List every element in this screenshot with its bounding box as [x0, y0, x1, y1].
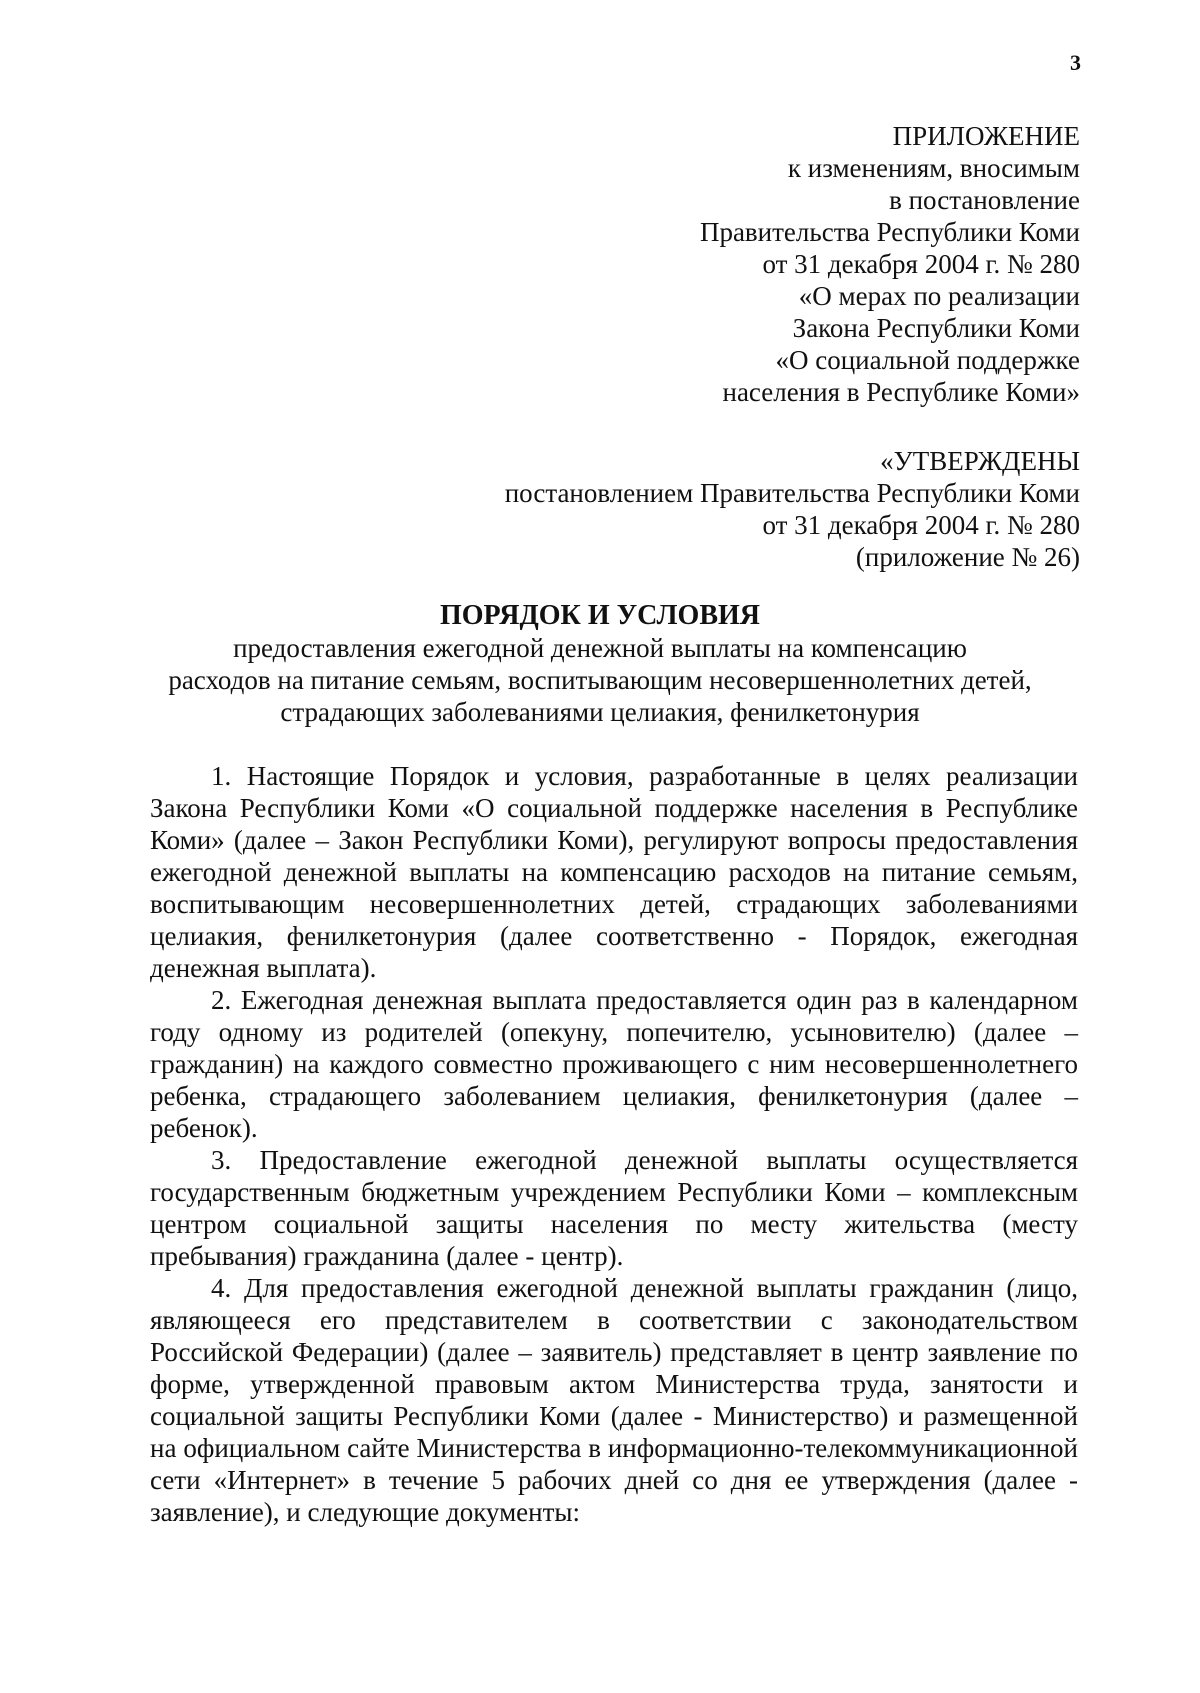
appendix-line: к изменениям, вносимым	[787, 153, 1080, 183]
appendix-line: в постановление	[889, 185, 1080, 215]
title-main: ПОРЯДОК И УСЛОВИЯ	[439, 600, 760, 631]
appendix-line: Закона Республики Коми	[792, 313, 1080, 343]
approved-line: постановлением Правительства Республики Коми	[504, 478, 1080, 508]
appendix-line: ПРИЛОЖЕНИЕ	[892, 121, 1080, 151]
paragraph-2: 2. Ежегодная денежная выплата предоставляется один раз в календарном году одному из родителей (опекуну, попечителю, усыновителю) (далее – гражданин) на каждого совместно проживающего с ним несовершеннолетнего ребенка, страдающего заболеванием целиакия, фенилкетонурия (далее – ребенок).	[150, 985, 1078, 1143]
appendix-line: Правительства Республики Коми	[699, 217, 1080, 247]
appendix-header	[700, 120, 1080, 408]
approved-line: «УТВЕРЖДЕНЫ	[880, 446, 1080, 476]
approved-header	[505, 445, 1080, 573]
appendix-line: «О социальной поддержке	[775, 345, 1080, 375]
document-title	[0, 600, 1200, 728]
paragraph-3: 3. Предоставление ежегодной денежной выплаты осуществляется государственным бюджетным учреждением Республики Коми – комплексным центром социальной защиты населения по месту жительства (месту пребывания) гражданина (далее - центр).	[150, 1145, 1078, 1271]
approved-line: от 31 декабря 2004 г. № 280	[762, 510, 1080, 540]
appendix-line: населения в Республике Коми»	[722, 377, 1080, 407]
title-subtitle-line: предоставления ежегодной денежной выплаты на компенсацию	[233, 633, 967, 663]
document-body	[150, 760, 1078, 1528]
approved-line: (приложение № 26)	[855, 542, 1080, 572]
appendix-line: «О мерах по реализации	[798, 281, 1080, 311]
paragraph-1: 1. Настоящие Порядок и условия, разработанные в целях реализации Закона Республики Коми «О социальной поддержке населения в Республике Коми» (далее – Закон Республики Коми), регулируют вопросы предоставления ежегодной денежной выплаты на компенсацию расходов на питание семьям, воспитывающим несовершеннолетних детей, страдающих заболеваниями целиакия, фенилкетонурия (далее соответственно - Порядок, ежегодная денежная выплата).	[150, 761, 1078, 983]
title-subtitle-line: страдающих заболеваниями целиакия, фенилкетонурия	[280, 697, 920, 727]
page-number: 3	[1070, 50, 1081, 75]
appendix-line: от 31 декабря 2004 г. № 280	[762, 249, 1080, 279]
paragraph-4: 4. Для предоставления ежегодной денежной выплаты гражданин (лицо, являющееся его представителем в соответствии с законодательством Российской Федерации) (далее – заявитель) представляет в центр заявление по форме, утвержденной правовым актом Министерства труда, занятости и социальной защиты Республики Коми (далее - Министерство) и размещенной на официальном сайте Министерства в информационно-телекоммуникационной сети «Интернет» в течение 5 рабочих дней со дня ее утверждения (далее - заявление), и следующие документы:	[150, 1273, 1078, 1527]
title-subtitle-line: расходов на питание семьям, воспитывающим несовершеннолетних детей,	[168, 665, 1032, 695]
